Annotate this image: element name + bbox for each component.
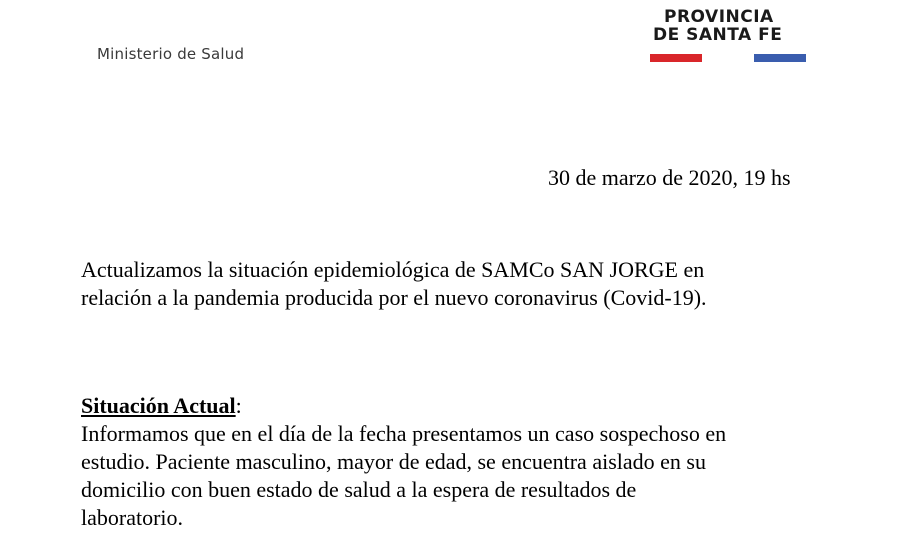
section-title: Situación Actual	[81, 393, 236, 418]
logo-text-line-1: PROVINCIA	[664, 7, 774, 27]
intro-line: relación a la pandemia producida por el nuevo coronavirus (Covid-19).	[81, 285, 707, 310]
section-line: laboratorio.	[81, 505, 184, 530]
ministry-name: Ministerio de Salud	[97, 45, 245, 63]
intro-paragraph	[81, 256, 707, 312]
section-line: Informamos que en el día de la fecha presentamos un caso sospechoso en	[81, 421, 727, 446]
intro-line: Actualizamos la situación epidemiológica de SAMCo SAN JORGE en	[81, 257, 705, 282]
logo-blue-bar	[754, 54, 806, 62]
report-date: 30 de marzo de 2020, 19 hs	[548, 165, 791, 190]
province-logo	[642, 7, 817, 67]
logo-text-line-2: DE SANTA FE	[653, 25, 783, 45]
section-heading-line	[81, 392, 726, 420]
logo-red-bar	[650, 54, 702, 62]
section-line: estudio. Paciente masculino, mayor de edad, se encuentra aislado en su	[81, 449, 706, 474]
section-line: domicilio con buen estado de salud a la espera de resultados de	[81, 477, 637, 502]
current-situation-section	[81, 392, 726, 532]
section-title-colon: :	[235, 393, 242, 418]
